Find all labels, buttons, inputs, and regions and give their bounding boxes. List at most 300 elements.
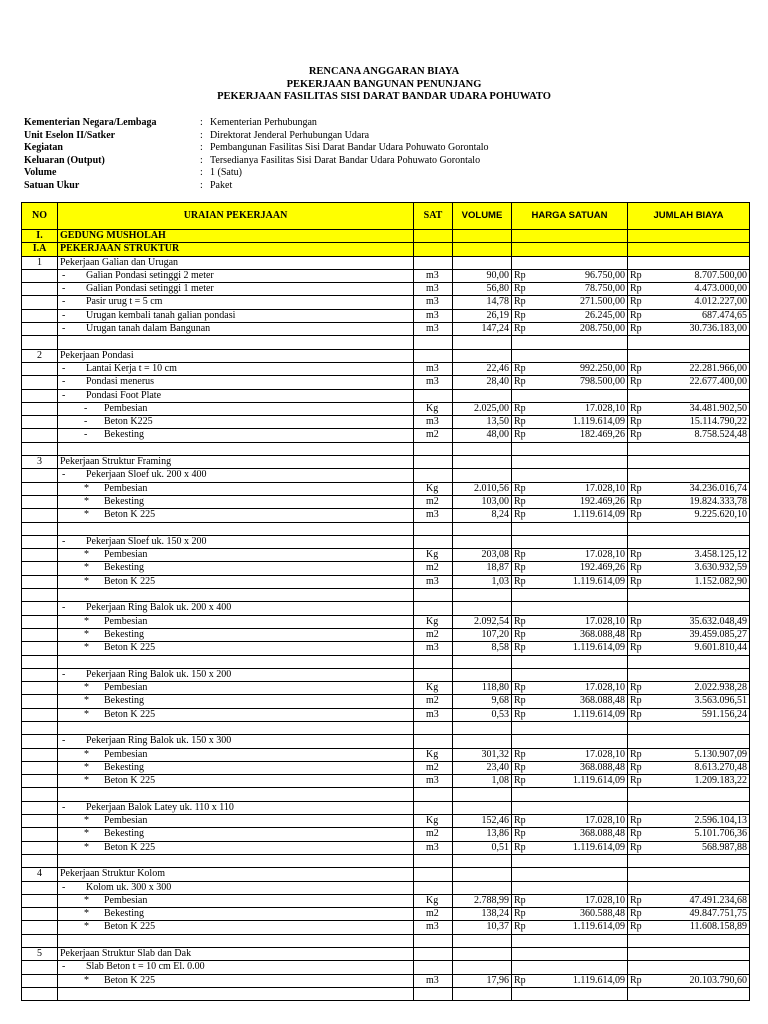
group-row [22,349,750,362]
row-currency: Rp [630,495,642,507]
item-row [22,509,750,522]
row-description: Bekesting [104,908,144,920]
row-volume: 13,50 [453,416,512,429]
blank-row [22,721,750,734]
row-description: Pembesian [104,748,148,760]
row-no: I. [22,230,58,243]
row-total: 22.677.400,00 [689,376,747,388]
row-currency: Rp [514,416,526,428]
row-volume: 2.025,00 [453,402,512,415]
row-description: Pembesian [104,615,148,627]
row-no: I.A [22,243,58,256]
row-marker: - [62,362,66,374]
row-unit-price: 1.119.614,09 [572,775,625,787]
row-currency: Rp [514,628,526,640]
row-currency: Rp [630,296,642,308]
row-unit-price: 192.469,26 [580,495,625,507]
item-row [22,602,750,615]
row-currency: Rp [514,269,526,281]
row-volume: 0,53 [453,708,512,721]
row-currency: Rp [630,841,642,853]
row-total: 35.632.048,49 [689,615,747,627]
item-row [22,389,750,402]
row-description: Pekerjaan Struktur Slab dan Dak [58,948,414,961]
row-marker: - [84,429,88,441]
row-unit-price: 1.119.614,09 [572,841,625,853]
row-currency: Rp [630,429,642,441]
row-unit: Kg [414,615,453,628]
item-row [22,815,750,828]
row-unit-price: 208.750,00 [580,323,625,335]
row-unit: m3 [414,841,453,854]
header-no: NO [22,203,58,230]
row-total: 2.022.938,28 [694,682,747,694]
row-volume: 22,46 [453,362,512,375]
row-currency: Rp [630,908,642,920]
row-currency: Rp [514,642,526,654]
info-row [24,155,489,168]
title-line-2: PEKERJAAN BANGUNAN PENUNJANG [286,78,482,90]
row-currency: Rp [514,296,526,308]
row-currency: Rp [630,748,642,760]
row-unit-price: 368.088,48 [580,695,625,707]
section-row [22,243,750,256]
row-volume: 8,58 [453,642,512,655]
table-header-row [22,203,750,230]
row-total: 3.458.125,12 [694,549,747,561]
title-line-1: RENCANA ANGGARAN BIAYA [308,66,460,77]
row-unit-price: 368.088,48 [580,628,625,640]
row-currency: Rp [514,841,526,853]
row-volume: 17,96 [453,974,512,987]
row-volume: 90,00 [453,269,512,282]
row-unit-price: 368.088,48 [580,761,625,773]
row-unit-price: 192.469,26 [580,562,625,574]
row-currency: Rp [630,775,642,787]
row-marker: - [84,402,88,414]
item-row [22,416,750,429]
row-volume: 2.092,54 [453,615,512,628]
row-unit: m2 [414,828,453,841]
row-no: 4 [22,868,58,881]
row-volume: 9,68 [453,695,512,708]
row-currency: Rp [514,615,526,627]
row-marker: - [62,881,66,893]
row-unit: m3 [414,296,453,309]
row-volume: 26,19 [453,309,512,322]
row-unit-price: 1.119.614,09 [572,708,625,720]
row-total: 47.491.234,68 [689,894,747,906]
row-unit: Kg [414,402,453,415]
row-currency: Rp [514,283,526,295]
row-volume: 1,03 [453,575,512,588]
row-currency: Rp [514,894,526,906]
row-marker: * [84,615,89,627]
row-currency: Rp [514,549,526,561]
blank-row [22,788,750,801]
item-row [22,841,750,854]
row-unit-price: 992.250,00 [580,362,625,374]
group-row [22,256,750,269]
row-currency: Rp [514,775,526,787]
row-marker: * [84,828,89,840]
info-label: Kegiatan [24,142,63,154]
row-currency: Rp [630,549,642,561]
row-unit: m3 [414,269,453,282]
blank-row [22,934,750,947]
row-unit-price: 1.119.614,09 [572,509,625,521]
item-row [22,921,750,934]
row-total: 568.987,88 [702,841,747,853]
row-total: 19.824.333,78 [689,495,747,507]
row-unit-price: 17.028,10 [585,549,625,561]
info-colon: : [200,142,203,154]
row-unit: m3 [414,323,453,336]
info-value: Direktorat Jenderal Perhubungan Udara [210,129,370,141]
row-currency: Rp [514,402,526,414]
row-description: Pekerjaan Galian dan Urugan [58,256,414,269]
row-description: Bekesting [104,761,144,773]
row-unit-price: 360.588,48 [580,908,625,920]
item-row [22,735,750,748]
row-total: 9.225.620,10 [694,509,747,521]
row-unit-price: 368.088,48 [580,828,625,840]
header-uraian: URAIAN PEKERJAAN [58,203,414,230]
header-sat: SAT [414,203,453,230]
item-row [22,908,750,921]
item-row [22,269,750,282]
row-currency: Rp [630,575,642,587]
row-marker: - [84,416,88,428]
row-currency: Rp [630,894,642,906]
header-jumlah: JUMLAH BIAYA [628,203,750,230]
row-volume: 1,08 [453,775,512,788]
row-total: 5.130.907,09 [694,748,747,760]
item-row [22,283,750,296]
row-currency: Rp [630,615,642,627]
row-description: Urugan kembali tanah galian pondasi [86,309,236,321]
row-no: 1 [22,256,58,269]
row-description: Kolom uk. 300 x 300 [86,881,172,893]
row-currency: Rp [630,628,642,640]
row-unit: m2 [414,695,453,708]
row-currency: Rp [514,695,526,707]
row-unit: m2 [414,562,453,575]
item-row [22,668,750,681]
row-currency: Rp [630,642,642,654]
item-row [22,296,750,309]
row-total: 34.481.902,50 [689,402,747,414]
item-row [22,482,750,495]
row-currency: Rp [514,362,526,374]
row-marker: * [84,815,89,827]
row-marker: * [84,908,89,920]
row-volume: 23,40 [453,761,512,774]
row-volume: 0,51 [453,841,512,854]
row-unit: Kg [414,815,453,828]
item-row [22,628,750,641]
row-volume: 2.010,56 [453,482,512,495]
header-harga: HARGA SATUAN [512,203,628,230]
row-description: Bekesting [104,495,144,507]
row-marker: * [84,628,89,640]
row-currency: Rp [514,495,526,507]
info-label: Satuan Ukur [24,179,80,191]
row-marker: - [62,801,66,813]
info-colon: : [200,179,203,191]
row-currency: Rp [630,376,642,388]
row-currency: Rp [514,828,526,840]
row-marker: - [62,296,66,308]
info-value: Pembangunan Fasilitas Sisi Darat Bandar Udara Pohuwato Gorontalo [210,142,489,154]
item-row [22,974,750,987]
item-row [22,761,750,774]
row-marker: * [84,775,89,787]
row-currency: Rp [514,761,526,773]
project-info [24,117,489,193]
row-unit-price: 1.119.614,09 [572,575,625,587]
row-description: Beton K 225 [104,642,156,654]
row-currency: Rp [514,429,526,441]
item-row [22,708,750,721]
row-marker: * [84,841,89,853]
row-currency: Rp [630,562,642,574]
row-unit: m3 [414,708,453,721]
header-volume: VOLUME [453,203,512,230]
row-currency: Rp [514,748,526,760]
row-marker: * [84,695,89,707]
row-unit: m2 [414,495,453,508]
row-marker: * [84,495,89,507]
row-currency: Rp [630,761,642,773]
row-currency: Rp [630,482,642,494]
row-total: 687.474,65 [702,309,747,321]
row-unit: m2 [414,429,453,442]
row-currency: Rp [630,416,642,428]
item-row [22,881,750,894]
row-description: Bekesting [104,628,144,640]
info-label: Volume [24,167,57,179]
row-unit-price: 78.750,00 [585,283,625,295]
blank-row [22,522,750,535]
item-row [22,801,750,814]
item-row [22,495,750,508]
row-unit: Kg [414,894,453,907]
info-row [24,142,489,155]
item-row [22,429,750,442]
row-unit: Kg [414,549,453,562]
info-row [24,117,489,130]
row-description: Pekerjaan Sloef uk. 200 x 400 [86,469,207,481]
row-total: 1.209.183,22 [694,775,747,787]
row-unit: m3 [414,376,453,389]
row-description: Galian Pondasi setinggi 1 meter [86,283,214,295]
row-currency: Rp [630,309,642,321]
row-currency: Rp [630,815,642,827]
row-currency: Rp [514,376,526,388]
row-total: 8.758.524,48 [694,429,747,441]
row-marker: - [62,668,66,680]
row-marker: * [84,974,89,986]
row-marker: * [84,509,89,521]
blank-row [22,589,750,602]
row-description: Galian Pondasi setinggi 2 meter [86,269,214,281]
item-row [22,469,750,482]
row-currency: Rp [630,269,642,281]
row-unit-price: 798.500,00 [580,376,625,388]
row-total: 9.601.810,44 [694,642,747,654]
row-currency: Rp [514,815,526,827]
info-value: Paket [210,179,233,191]
row-currency: Rp [630,682,642,694]
row-currency: Rp [514,575,526,587]
row-description: Pembesian [104,482,148,494]
row-description: Bekesting [104,828,144,840]
row-unit: m3 [414,362,453,375]
row-unit: m3 [414,974,453,987]
row-description: Pembesian [104,402,148,414]
row-unit: m3 [414,575,453,588]
row-marker: - [62,735,66,747]
row-unit-price: 1.119.614,09 [572,642,625,654]
row-description: Beton K 225 [104,921,156,933]
row-volume: 14,78 [453,296,512,309]
row-unit-price: 26.245,00 [585,309,625,321]
info-row [24,180,489,193]
row-volume: 8,24 [453,509,512,522]
row-currency: Rp [630,695,642,707]
row-currency: Rp [514,682,526,694]
item-row [22,575,750,588]
row-description: Pekerjaan Balok Latey uk. 110 x 110 [86,801,234,813]
row-volume: 18,87 [453,562,512,575]
row-volume: 2.788,99 [453,894,512,907]
row-unit: m3 [414,775,453,788]
row-unit: m3 [414,416,453,429]
row-volume: 147,24 [453,323,512,336]
row-description: Pekerjaan Ring Balok uk. 150 x 200 [86,668,232,680]
item-row [22,775,750,788]
row-total: 591.156,24 [702,708,747,720]
row-no: 5 [22,948,58,961]
row-description: Beton K 225 [104,509,156,521]
item-row [22,748,750,761]
row-volume: 138,24 [453,908,512,921]
item-row [22,362,750,375]
row-total: 4.012.227,00 [694,296,747,308]
info-row [24,130,489,143]
row-marker: - [62,283,66,295]
group-row [22,868,750,881]
row-description: Pembesian [104,549,148,561]
row-marker: * [84,682,89,694]
row-total: 5.101.706,36 [694,828,747,840]
row-unit: m3 [414,642,453,655]
row-unit-price: 1.119.614,09 [572,921,625,933]
row-description: Beton K 225 [104,708,156,720]
row-total: 49.847.751,75 [689,908,747,920]
row-description: Pondasi menerus [86,376,155,388]
row-volume: 28,40 [453,376,512,389]
row-currency: Rp [514,708,526,720]
blank-row [22,854,750,867]
title-line-3: PEKERJAAN FASILITAS SISI DARAT BANDAR UDARA POHUWATO [217,91,551,102]
row-unit-price: 1.119.614,09 [572,416,625,428]
group-row [22,456,750,469]
item-row [22,682,750,695]
info-colon: : [200,154,203,166]
row-currency: Rp [514,509,526,521]
row-unit: m3 [414,921,453,934]
item-row [22,402,750,415]
row-description: Pasir urug t = 5 cm [86,296,163,308]
info-value: 1 (Satu) [210,167,242,179]
row-marker: * [84,761,89,773]
item-row [22,961,750,974]
row-unit-price: 271.500,00 [580,296,625,308]
row-volume: 203,08 [453,549,512,562]
row-currency: Rp [514,562,526,574]
row-unit-price: 96.750,00 [585,269,625,281]
row-marker: * [84,642,89,654]
row-currency: Rp [514,309,526,321]
row-no: 2 [22,349,58,362]
row-description: Beton K 225 [104,841,156,853]
info-colon: : [200,129,203,141]
row-unit-price: 17.028,10 [585,402,625,414]
row-unit: m3 [414,509,453,522]
row-total: 22.281.966,00 [689,362,747,374]
row-description: Lantai Kerja t = 10 cm [86,362,177,374]
row-total: 8.707.500,00 [694,269,747,281]
group-row [22,948,750,961]
row-total: 4.473.000,00 [694,283,747,295]
row-marker: * [84,575,89,587]
row-currency: Rp [630,509,642,521]
row-marker: - [62,376,66,388]
row-total: 2.596.104,13 [694,815,747,827]
row-description: Urugan tanah dalam Bangunan [86,323,211,335]
row-unit: m2 [414,761,453,774]
row-description: Pembesian [104,682,148,694]
row-unit-price: 17.028,10 [585,615,625,627]
item-row [22,323,750,336]
row-description: Pekerjaan Sloef uk. 150 x 200 [86,535,207,547]
row-currency: Rp [514,974,526,986]
item-row [22,828,750,841]
row-marker: - [62,269,66,281]
info-value: Tersedianya Fasilitas Sisi Darat Bandar Udara Pohuwato Gorontalo [210,154,481,166]
row-total: 30.736.183,00 [689,323,747,335]
row-marker: - [62,323,66,335]
row-currency: Rp [630,974,642,986]
row-volume: 13,86 [453,828,512,841]
row-unit: m3 [414,309,453,322]
row-description: Pembesian [104,815,148,827]
info-value: Kementerian Perhubungan [210,117,317,128]
row-volume: 107,20 [453,628,512,641]
document-title-block [0,66,768,104]
item-row [22,894,750,907]
row-total: 39.459.085,27 [689,628,747,640]
row-description: Beton K225 [104,416,153,428]
row-volume: 48,00 [453,429,512,442]
row-volume: 152,46 [453,815,512,828]
row-unit-price: 17.028,10 [585,894,625,906]
section-row [22,230,750,243]
row-unit: m3 [414,283,453,296]
row-total: 8.613.270,48 [694,761,747,773]
